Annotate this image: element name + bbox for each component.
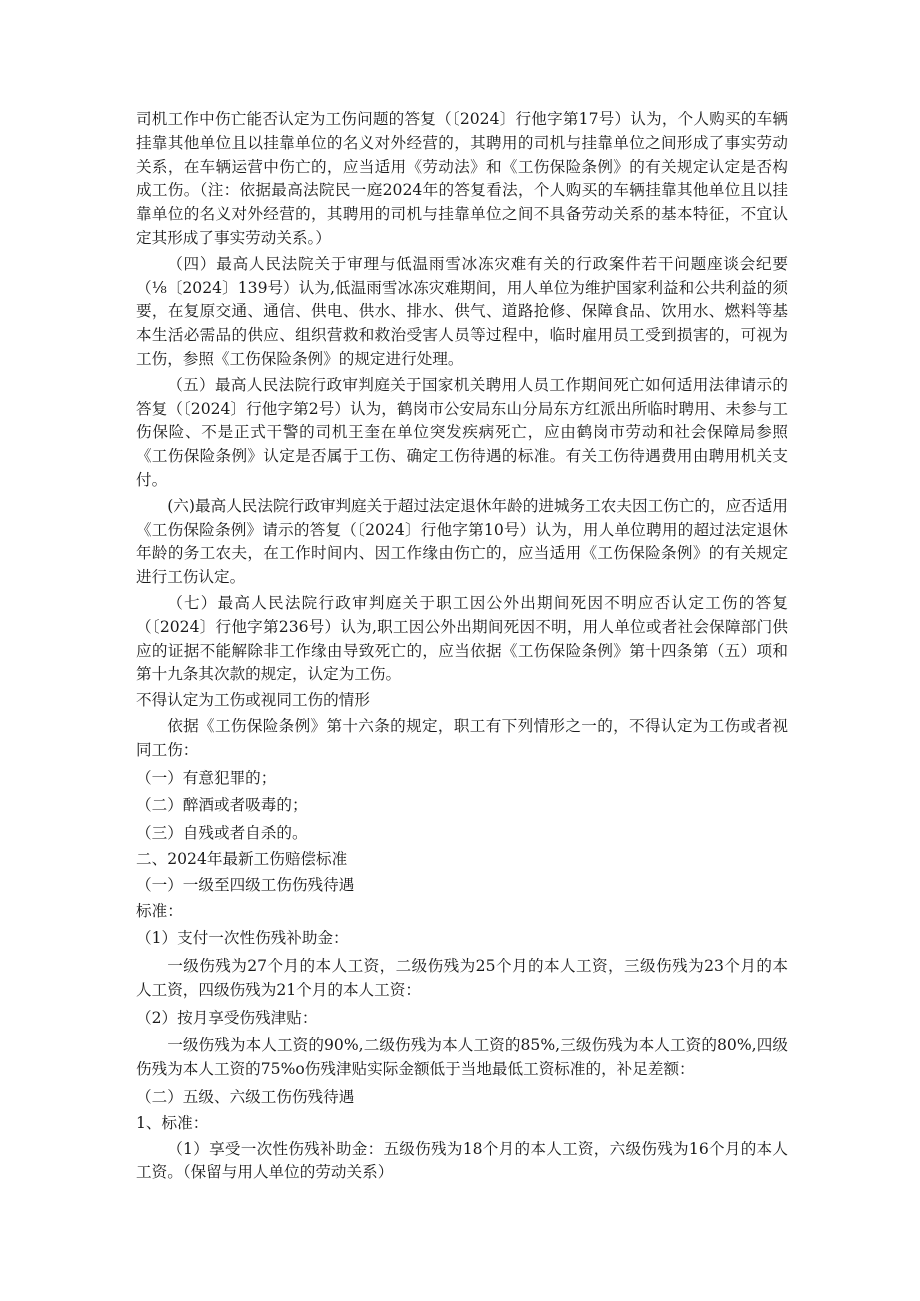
paragraph-article-16: 依据《工伤保险条例》第十六条的规定，职工有下列情形之一的，不得认定为工伤或者视同工伤： bbox=[136, 716, 788, 759]
subsection-heading-level-5-6: （二）五级、六级工伤伤残待遇 bbox=[136, 1088, 355, 1107]
item-monthly-allowance: （2）按月享受伤残津贴： bbox=[136, 1008, 318, 1027]
paragraph-item-7: （七）最高人民法院行政审判庭关于职工因公外出期间死因不明应否认定工伤的答复（〔2024〕行他字第236号）认为,职工因公外出期间死因不明，用人单位或者社会保障部门供应的证据不能解除非工作缘由导致死亡的，应当依据《工伤保险条例》第十四条第（五）项和第十九条其次款的规定，认定为工伤。 bbox=[136, 593, 788, 684]
paragraph-item-6: (六)最高人民法院行政审判庭关于超过法定退休年龄的进城务工农夫因工伤亡的，应否适用《工伤保险条例》请示的答复（〔2024〕行他字第10号）认为，用人单位聘用的超过法定退休年龄的务工农夫，在工作时间内、因工作缘由伤亡的，应当适用《工伤保险条例》的有关规定进行工伤认定。 bbox=[136, 496, 788, 587]
paragraph-level-5-6-subsidy: （1）享受一次性伤残补助金：五级伤残为18个月的本人工资，六级伤残为16个月的本人工资。（保留与用人单位的劳动关系） bbox=[136, 1139, 788, 1182]
label-standard-1: 1、标准： bbox=[136, 1113, 209, 1132]
list-item-intentional-crime: （一）有意犯罪的； bbox=[136, 768, 277, 787]
paragraph-monthly-allowance-detail: 一级伤残为本人工资的90%,二级伤残为本人工资的85%,三级伤残为本人工资的80%,四级伤残为本人工资的75%o伤残津贴实际金额低于当地最低工资标准的，补足差额： bbox=[136, 1036, 788, 1079]
list-item-drunk-drugs: （二）醉酒或者吸毒的； bbox=[136, 796, 308, 815]
subsection-heading-level-1-4: （一）一级至四级工伤伤残待遇 bbox=[136, 875, 355, 894]
paragraph-item-5: （五）最高人民法院行政审判庭关于国家机关聘用人员工作期间死亡如何适用法律请示的答复（〔2024〕行他字第2号）认为，鹤岗市公安局东山分局东方红派出所临时聘用、未参与工伤保险、不是正式干警的司机王奎在单位突发疾病死亡，应由鹤岗市劳动和社会保障局参照《工伤保险条例》认定是否属于工伤、确定工伤待遇的标准。有关工伤待遇费用由聘用机关支付。 bbox=[136, 375, 788, 489]
item-one-time-subsidy: （1）支付一次性伤残补助金： bbox=[136, 929, 349, 948]
label-standard: 标准： bbox=[136, 901, 183, 920]
paragraph-item-4: （四）最高人民法院关于审理与低温雨雪冰冻灾难有关的行政案件若干问题座谈会纪要（⅛〔2024〕139号）认为,低温雨雪冰冻灾难期间，用人单位为维护国家利益和公共利益的须要，在复原交通、通信、供电、供水、排水、供气、道路抢修、保障食品、饮用水、燃料等基本生活必需品的供应、组织营救和救治受害人员等过程中，临时雇用员工受到损害的，可视为工伤，参照《工伤保险条例》的规定进行处理。 bbox=[136, 254, 788, 368]
section-heading-not-injury: 不得认定为工伤或视同工伤的情形 bbox=[136, 691, 370, 710]
paragraph-one-time-subsidy-detail: 一级伤残为27个月的本人工资，二级伤残为25个月的本人工资，三级伤残为23个月的本人工资，四级伤残为21个月的本人工资： bbox=[136, 957, 788, 999]
document-page bbox=[136, 108, 788, 1185]
section-heading-compensation-standards: 二、2024年最新工伤赔偿标准 bbox=[136, 849, 348, 868]
paragraph-answer-driver-injury: 司机工作中伤亡能否认定为工伤问题的答复（〔2024〕行他字第17号）认为，个人购买的车辆挂靠其他单位且以挂靠单位的名义对外经营的，其聘用的司机与挂靠单位之间形成了事实劳动关系，在车辆运营中伤亡的，应当适用《劳动法》和《工伤保险条例》的有关规定认定是否构成工伤。（注：依据最高法院民一庭2024年的答复看法，个人购买的车辆挂靠其他单位且以挂靠单位的名义对外经营的，其聘用的司机与挂靠单位之间不具备劳动关系的基本特征，不宜认定其形成了事实劳动关系。） bbox=[136, 110, 788, 247]
list-item-self-harm: （三）自残或者自杀的。 bbox=[136, 824, 308, 843]
